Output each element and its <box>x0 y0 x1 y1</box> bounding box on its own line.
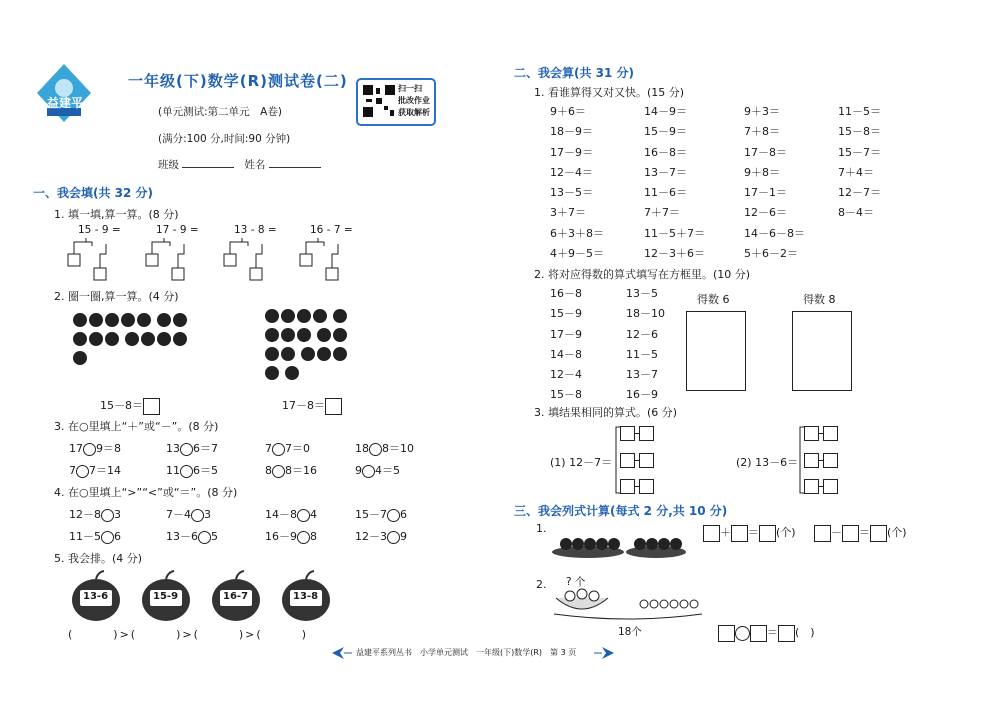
calc-item: 12－7＝ <box>838 186 881 200</box>
answer-box[interactable] <box>778 625 795 642</box>
q3-part2-label: (2) 13－6＝ <box>736 456 799 469</box>
answer-box[interactable] <box>703 525 720 542</box>
apple-icon <box>281 309 295 323</box>
calc-item: 5＋6－2＝ <box>744 247 798 261</box>
q3-cell: 18 <box>355 442 369 455</box>
calc-item: 7＋8＝ <box>744 125 780 139</box>
circle-blank[interactable] <box>387 509 400 522</box>
fruit-grid-right <box>264 308 354 384</box>
q1-3-title: 3. 在○里填上“＋”或“－”。(8 分) <box>54 420 219 433</box>
q4-cell: 12－3 <box>355 530 387 543</box>
calc-grid <box>550 102 890 262</box>
calc-item: 12－6＝ <box>744 206 787 220</box>
q4-cell: 16－9 <box>265 530 297 543</box>
q4-cell: 4 <box>310 508 317 521</box>
q3-cell: 8＝10 <box>382 442 414 455</box>
calc-col-2 <box>644 102 705 264</box>
calc-item: 17－8＝ <box>744 145 787 159</box>
q1-4-title: 4. 在○里填上“>”“<”或“＝”。(8 分) <box>54 486 238 499</box>
apple-icon <box>333 328 347 342</box>
calc-item: 3＋7＝ <box>550 206 586 220</box>
apple-card <box>70 570 122 622</box>
q3-cell: 6＝7 <box>193 442 218 455</box>
qr-text-1: 扫一扫 <box>398 84 422 93</box>
unit-label: (个) <box>776 526 796 539</box>
answer-box[interactable] <box>325 398 342 415</box>
logo-text: 益建平 <box>47 96 84 110</box>
calc-item: 9＋3＝ <box>744 105 780 118</box>
circle-blank[interactable] <box>297 531 310 544</box>
answer-box[interactable] <box>718 625 735 642</box>
expr-item[interactable]: 15－8 <box>550 388 582 402</box>
apple-icon <box>265 309 279 323</box>
q4-cell: 11－5 <box>69 530 101 543</box>
q1-1-items <box>66 224 366 284</box>
answer-box[interactable] <box>731 525 748 542</box>
apple-icon <box>297 309 311 323</box>
apple-icon <box>173 313 187 327</box>
answer-box[interactable] <box>804 453 819 468</box>
box2-label: 得数 8 <box>803 293 836 306</box>
q2-left-list <box>550 284 582 406</box>
q2-eq2 <box>282 397 342 415</box>
q3-cell: 7＝14 <box>89 464 121 477</box>
q2-eq2-text: 17－8＝ <box>282 399 325 412</box>
answer-box[interactable] <box>814 525 831 542</box>
q3-cell: 6＝5 <box>193 464 218 477</box>
unit-info: (单元测试:第二单元 A卷) <box>158 106 282 118</box>
apple-icon <box>285 366 299 380</box>
section1-title: 一、我会填(共 32 分) <box>33 186 154 200</box>
answer-box[interactable] <box>870 525 887 542</box>
fruit-grid-left <box>72 312 194 369</box>
calc-item: 14－9＝ <box>644 105 687 118</box>
circle-blank[interactable] <box>76 465 89 478</box>
qr-text-3: 获取解析 <box>398 108 430 117</box>
circle-blank[interactable] <box>735 626 750 641</box>
circle-blank[interactable] <box>198 531 211 544</box>
apple-icon <box>313 309 327 323</box>
circle-blank[interactable] <box>362 465 375 478</box>
calc-item: 6＋3＋8＝ <box>550 226 604 240</box>
q1-5-title: 5. 我会排。(4 分) <box>54 552 143 565</box>
q3-cell: 8＝16 <box>285 464 317 477</box>
q3-cell: 7＝0 <box>285 442 310 455</box>
expr-item[interactable]: 14－8 <box>550 347 582 361</box>
section3-title: 三、我会列式计算(每式 2 分,共 10 分) <box>514 504 728 518</box>
qr-code-icon <box>362 84 396 118</box>
expr-item[interactable]: 16－8 <box>550 287 582 300</box>
q3-cell: 13 <box>166 442 180 455</box>
apple-icon <box>297 328 311 342</box>
apple-icon <box>137 313 151 327</box>
apple-icon <box>105 313 119 327</box>
apple-icon <box>157 313 171 327</box>
basket-pears-image <box>552 584 712 626</box>
calc-col-1 <box>550 102 604 264</box>
q3-cell: 17 <box>69 442 83 455</box>
s3-q1-eq1: ＋ ＝ (个) <box>703 524 796 542</box>
name-label: 姓名 <box>244 159 266 171</box>
question-mark-label: ? 个 <box>566 576 586 588</box>
q3-part1-brace <box>612 425 662 495</box>
apple-icon <box>333 347 347 361</box>
answer-box-6[interactable] <box>686 311 746 391</box>
circle-blank[interactable] <box>101 509 114 522</box>
calc-item: 15－8＝ <box>838 125 881 139</box>
q4-cell: 13－6 <box>166 530 198 543</box>
q1-item: 15 - 9 = <box>78 224 121 236</box>
calc-col-4 <box>838 102 881 224</box>
circle-blank[interactable] <box>180 465 193 478</box>
q2-3-title: 3. 填结果相同的算式。(6 分) <box>534 406 678 419</box>
q4-cell: 9 <box>400 530 407 543</box>
calc-item: 9＋6＝ <box>550 105 586 118</box>
calc-item: 15－9＝ <box>644 125 687 139</box>
calc-item: 7＋4＝ <box>838 165 874 179</box>
apple-icon <box>105 332 119 346</box>
q1-item: 13 - 8 = <box>234 224 277 236</box>
q2-right-list <box>626 284 665 406</box>
apple-label: 16-7 <box>223 591 249 602</box>
apple-icon <box>317 328 331 342</box>
q3-cell: 9＝8 <box>96 442 121 455</box>
class-field <box>158 157 321 172</box>
q2-2-title: 2. 将对应得数的算式填写在方框里。(10 分) <box>534 268 751 281</box>
score-info: (满分:100 分,时间:90 分钟) <box>158 133 291 145</box>
box1-label: 得数 6 <box>697 293 730 306</box>
class-label: 班级 <box>158 159 179 171</box>
q4-cell: 5 <box>211 530 218 543</box>
apple-icon <box>157 332 171 346</box>
answer-box[interactable] <box>804 426 819 441</box>
calc-item: 15－7＝ <box>838 145 881 159</box>
answer-box[interactable] <box>823 453 838 468</box>
class-blank <box>182 167 234 168</box>
calc-item: 16－8＝ <box>644 145 687 159</box>
answer-box[interactable] <box>639 426 654 441</box>
calc-item: 13－7＝ <box>644 165 687 179</box>
apple-icon <box>173 332 187 346</box>
circle-blank[interactable] <box>387 531 400 544</box>
q2-1-title: 1. 看谁算得又对又快。(15 分) <box>534 86 685 99</box>
q3-cell: 7 <box>265 442 272 455</box>
calc-item: 14－6－8＝ <box>744 226 805 240</box>
q3-cell: 7 <box>69 464 76 477</box>
name-blank <box>269 167 321 168</box>
answer-box[interactable] <box>804 479 819 494</box>
calc-item: 9＋8＝ <box>744 165 780 179</box>
expr-item[interactable]: 11－5 <box>626 347 658 361</box>
calc-item: 11－5＋7＝ <box>644 226 705 240</box>
q1-1-title: 1. 填一填,算一算。(8 分) <box>54 208 179 221</box>
apple-icon <box>141 332 155 346</box>
s3-q2-num: 2. <box>536 578 547 591</box>
q1-item: 17 - 9 = <box>156 224 199 236</box>
expr-item[interactable]: 15－9 <box>550 307 582 321</box>
q4-cell: 6 <box>114 530 121 543</box>
footer-text: 益建平系列丛书 小学单元测试 一年级(下)数学(R) 第 3 页 <box>356 648 577 657</box>
calc-item: 8－4＝ <box>838 206 874 220</box>
apple-card <box>140 570 192 622</box>
q4-cell: 3 <box>114 508 121 521</box>
expr-item[interactable]: 17－9 <box>550 327 582 341</box>
apple-icon <box>301 347 315 361</box>
apple-icon <box>281 347 295 361</box>
calc-item: 11－5＝ <box>838 105 881 118</box>
apple-icon <box>73 313 87 327</box>
apple-label: 13-8 <box>293 591 319 602</box>
apple-label: 13-6 <box>83 591 109 602</box>
answer-box[interactable] <box>842 525 859 542</box>
apple-icon <box>265 366 279 380</box>
section2-title: 二、我会算(共 31 分) <box>514 66 635 80</box>
circle-blank[interactable] <box>272 443 285 456</box>
apple-icon <box>89 332 103 346</box>
calc-item: 12－3＋6＝ <box>644 247 705 261</box>
expr-item[interactable]: 13－5 <box>626 287 658 300</box>
answer-box[interactable] <box>620 479 635 494</box>
apple-label: 15-9 <box>153 591 179 602</box>
q4-cell: 14－8 <box>265 508 297 521</box>
qr-block <box>356 78 436 126</box>
circle-blank[interactable] <box>191 509 204 522</box>
q1-item: 16 - 7 = <box>310 224 353 236</box>
apple-icon <box>317 347 331 361</box>
apple-card <box>280 570 332 622</box>
answer-box[interactable] <box>823 426 838 441</box>
q3-cell: 8 <box>265 464 272 477</box>
calc-item: 12－4＝ <box>550 165 593 179</box>
answer-box[interactable] <box>750 625 767 642</box>
calc-col-3 <box>744 102 805 264</box>
q2-eq1-text: 15－8＝ <box>100 399 143 412</box>
q1-2-title: 2. 圈一圈,算一算。(4 分) <box>54 290 179 303</box>
logo <box>33 62 95 124</box>
total-label: 18个 <box>618 626 642 638</box>
page-title: 一年级(下)数学(R)测试卷(二) <box>128 72 348 90</box>
q3-cell: 11 <box>166 464 180 477</box>
circle-blank[interactable] <box>272 465 285 478</box>
answer-box[interactable] <box>639 479 654 494</box>
apple-card <box>210 570 262 622</box>
q3-part1-label: (1) 12－7＝ <box>550 456 613 469</box>
plates-image <box>548 530 688 560</box>
apple-icon <box>73 351 87 365</box>
circle-blank[interactable] <box>83 443 96 456</box>
s3-q1-eq2: － ＝ (个) <box>814 524 907 542</box>
s3-q1-num: 1. <box>536 522 547 535</box>
answer-box-8[interactable] <box>792 311 852 391</box>
expr-item[interactable]: 13－7 <box>626 368 658 382</box>
expr-item[interactable]: 12－4 <box>550 368 582 382</box>
calc-item: 17－1＝ <box>744 186 787 200</box>
footer <box>330 646 616 660</box>
apple-icon <box>265 347 279 361</box>
expr-item[interactable]: 18－10 <box>626 307 665 321</box>
s3-q2-eq: ＝ ( ) <box>718 624 815 642</box>
answer-box[interactable] <box>759 525 776 542</box>
calc-item: 18－9＝ <box>550 125 593 139</box>
apple-icon <box>281 328 295 342</box>
logo-badge-icon <box>33 62 95 124</box>
apple-icon <box>333 309 347 323</box>
answer-box[interactable] <box>823 479 838 494</box>
unit-open: ( ) <box>795 626 815 639</box>
apple-icon <box>125 332 139 346</box>
calc-item: 4＋9－5＝ <box>550 247 604 261</box>
q4-cell: 12－8 <box>69 508 101 521</box>
apple-icon <box>73 332 87 346</box>
q4-cell: 15－7 <box>355 508 387 521</box>
circle-blank[interactable] <box>180 443 193 456</box>
calc-item: 7＋7＝ <box>644 206 680 220</box>
q4-cell: 6 <box>400 508 407 521</box>
expr-item[interactable]: 16－9 <box>626 388 658 402</box>
answer-box[interactable] <box>143 398 160 415</box>
calc-item: 17－9＝ <box>550 145 593 159</box>
q4-cell: 3 <box>204 508 211 521</box>
q3-cell: 9 <box>355 464 362 477</box>
answer-box[interactable] <box>620 453 635 468</box>
expr-item[interactable]: 12－6 <box>626 327 658 341</box>
calc-item: 11－6＝ <box>644 186 687 200</box>
q3-part2-brace <box>796 425 856 495</box>
apple-icon <box>265 328 279 342</box>
decompose-diagram <box>66 236 366 284</box>
circle-blank[interactable] <box>101 531 114 544</box>
answer-box[interactable] <box>639 453 654 468</box>
circle-blank[interactable] <box>297 509 310 522</box>
calc-item: 13－5＝ <box>550 186 593 200</box>
q4-cell: 8 <box>310 530 317 543</box>
answer-box[interactable] <box>620 426 635 441</box>
q2-eq1 <box>100 397 160 415</box>
circle-blank[interactable] <box>369 443 382 456</box>
q5-order[interactable]: ( )>( )>( )>( ) <box>68 628 308 641</box>
apple-icon <box>121 313 135 327</box>
q3-cell: 4＝5 <box>375 464 400 477</box>
q4-cell: 7－4 <box>166 508 191 521</box>
unit-label: (个) <box>887 526 907 539</box>
qr-text-2: 批改作业 <box>398 96 430 105</box>
apple-icon <box>89 313 103 327</box>
